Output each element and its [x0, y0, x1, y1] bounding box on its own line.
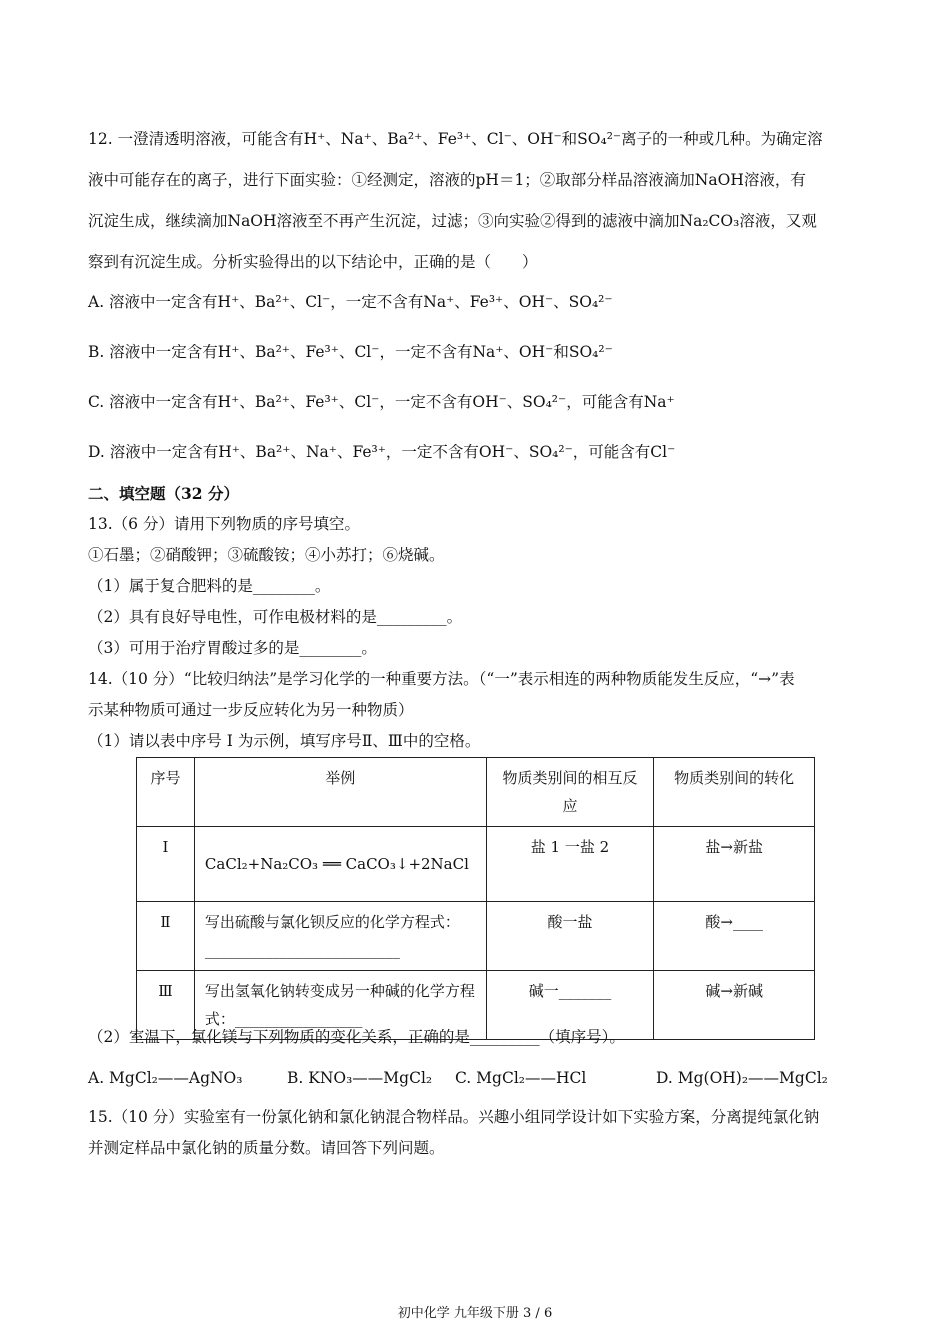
page-footer: 初中化学 九年级下册 3 / 6	[397, 1306, 553, 1321]
table-header: 举例	[194, 758, 486, 827]
table-row	[137, 902, 815, 971]
q12-option-c: C. 溶液中一定含有H⁺、Ba²⁺、Fe³⁺、Cl⁻，一定不含有OH⁻、SO₄²⁻，可能含有Na⁺	[88, 393, 675, 411]
q13-part-2: （2）具有良好导电性，可作电极材料的是_________。	[88, 608, 463, 626]
q12-line-4: 察到有沉淀生成。分析实验得出的以下结论中，正确的是（ ）	[88, 253, 538, 271]
q12-option-b: B. 溶液中一定含有H⁺、Ba²⁺、Fe³⁺、Cl⁻，一定不含有Na⁺、OH⁻和SO₄²⁻	[88, 343, 613, 361]
q15-line-2: 并测定样品中氯化钠的质量分数。请回答下列问题。	[88, 1139, 445, 1157]
q12-option-d: D. 溶液中一定含有H⁺、Ba²⁺、Na⁺、Fe³⁺，一定不含有OH⁻、SO₄²⁻，可能含有Cl⁻	[88, 443, 676, 461]
comparison-table	[136, 757, 815, 1040]
table-cell: 盐 1 一盐 2	[486, 827, 654, 902]
q14-line-2: 示某种物质可通过一步反应转化为另一种物质）	[88, 701, 414, 719]
table-cell: CaCl₂+Na₂CO₃ ══ CaCO₃↓+2NaCl	[194, 827, 486, 902]
q13-stem: 13.（6 分）请用下列物质的序号填空。	[88, 515, 360, 533]
q13-part-1: （1）属于复合肥料的是________。	[88, 577, 331, 595]
table-header-row	[137, 758, 815, 827]
q12-option-a: A. 溶液中一定含有H⁺、Ba²⁺、Cl⁻，一定不含有Na⁺、Fe³⁺、OH⁻、SO₄²⁻	[88, 293, 613, 311]
table-cell: 写出硫酸与氯化钡反应的化学方程式：__________________________	[194, 902, 486, 971]
table-header: 序号	[137, 758, 195, 827]
section-2-title: 二、填空题（32 分）	[88, 484, 239, 503]
table-cell: Ⅲ	[137, 971, 195, 1040]
table-cell: 盐→新盐	[654, 827, 815, 902]
table-cell: Ⅱ	[137, 902, 195, 971]
q12-line-2: 液中可能存在的离子，进行下面实验：①经测定，溶液的pH＝1；②取部分样品溶液滴加NaOH溶液，有	[88, 171, 806, 189]
table-cell: 写出氢氧化钠转变成另一种碱的化学方程式：_________________	[194, 971, 486, 1040]
q13-part-3: （3）可用于治疗胃酸过多的是________。	[88, 639, 377, 657]
table-cell: 酸一盐	[486, 902, 654, 971]
q14-option-c: C. MgCl₂——HCl	[455, 1069, 587, 1087]
q13-items: ①石墨；②硝酸钾；③硫酸铵；④小苏打；⑥烧碱。	[88, 546, 445, 564]
q14-option-a: A. MgCl₂——AgNO₃	[88, 1069, 243, 1087]
q14-part-1: （1）请以表中序号 I 为示例，填写序号Ⅱ、Ⅲ中的空格。	[88, 732, 481, 750]
q14-part-2: （2）室温下，氯化镁与下列物质的变化关系，正确的是_________（填序号）。	[88, 1028, 625, 1046]
table-row	[137, 827, 815, 902]
q14-line-1: 14.（10 分）“比较归纳法”是学习化学的一种重要方法。（“一”表示相连的两种物质能发生反应，“→”表	[88, 670, 795, 688]
table-cell: I	[137, 827, 195, 902]
q12-line-1: 12. 一澄清透明溶液，可能含有H⁺、Na⁺、Ba²⁺、Fe³⁺、Cl⁻、OH⁻和SO₄²⁻离子的一种或几种。为确定溶	[88, 130, 823, 148]
table-cell: 碱→新碱	[654, 971, 815, 1040]
q14-option-d: D. Mg(OH)₂——MgCl₂	[656, 1069, 828, 1087]
q12-line-3: 沉淀生成，继续滴加NaOH溶液至不再产生沉淀，过滤；③向实验②得到的滤液中滴加Na₂CO₃溶液，又观	[88, 212, 817, 230]
table-header: 物质类别间的相互反应	[486, 758, 654, 827]
q14-option-b: B. KNO₃——MgCl₂	[287, 1069, 433, 1087]
q15-line-1: 15.（10 分）实验室有一份氯化钠和氯化钠混合物样品。兴趣小组同学设计如下实验方案，分离提纯氯化钠	[88, 1108, 820, 1126]
table-header: 物质类别间的转化	[654, 758, 815, 827]
table-cell: 碱一_______	[486, 971, 654, 1040]
table-cell: 酸→____	[654, 902, 815, 971]
